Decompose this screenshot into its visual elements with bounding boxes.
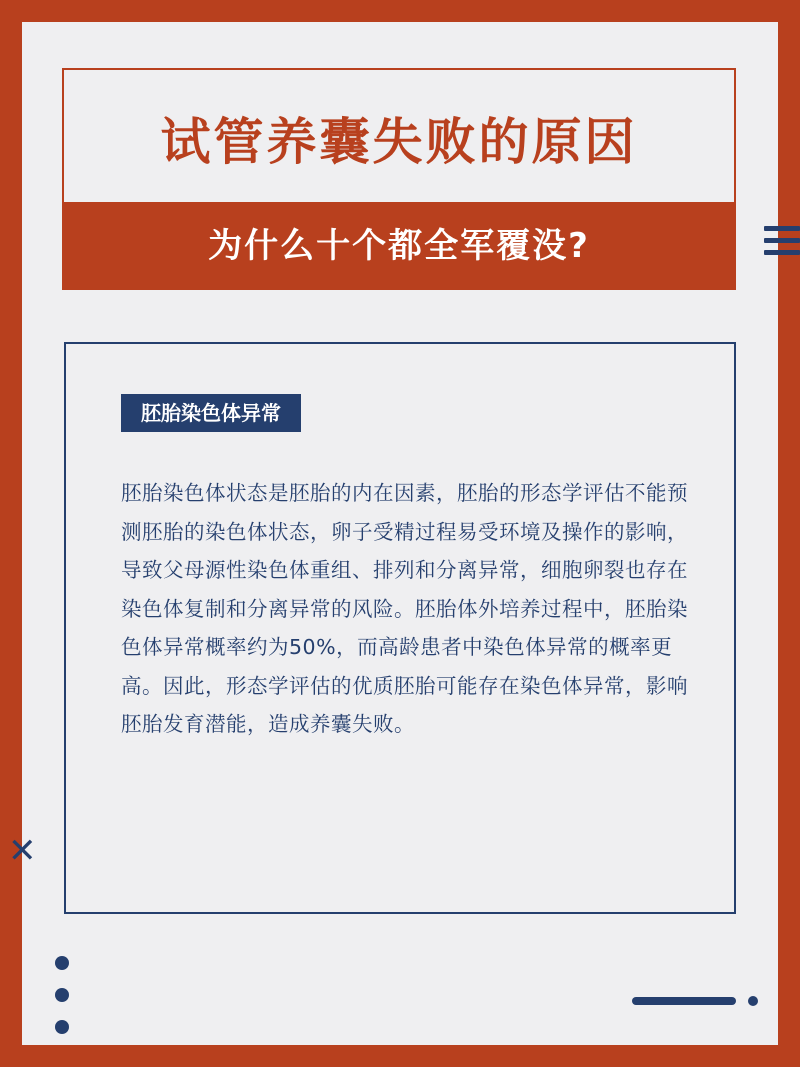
page-title: 试管养囊失败的原因	[160, 113, 638, 171]
dot-3	[55, 1020, 69, 1034]
horizontal-lines-icon	[764, 226, 800, 262]
dot-1	[55, 956, 69, 970]
line-3	[764, 250, 800, 255]
vertical-dots-icon	[55, 956, 69, 1052]
bottom-dot-decoration	[748, 996, 758, 1006]
section-body-text: 胚胎染色体状态是胚胎的内在因素，胚胎的形态学评估不能预测胚胎的染色体状态，卵子受精过程易受环境及操作的影响，导致父母源性染色体重组、排列和分离异常，细胞卵裂也存在染色体复制和分离异常的风险。胚胎体外培养过程中，胚胎染色体异常概率约为50%，而高龄患者中染色体异常的概率更高。因此，形态学评估的优质胚胎可能存在染色体异常，影响胚胎发育潜能，造成养囊失败。	[121, 481, 688, 736]
cross-icon: ✕	[8, 831, 37, 871]
bottom-bar-decoration	[632, 997, 736, 1005]
dot-2	[55, 988, 69, 1002]
content-card	[64, 342, 736, 914]
title-card	[62, 68, 736, 290]
page-subtitle: 为什么十个都全军覆没?	[64, 202, 734, 290]
line-2	[764, 238, 800, 243]
line-1	[764, 226, 800, 231]
section-tag: 胚胎染色体异常	[121, 394, 301, 432]
